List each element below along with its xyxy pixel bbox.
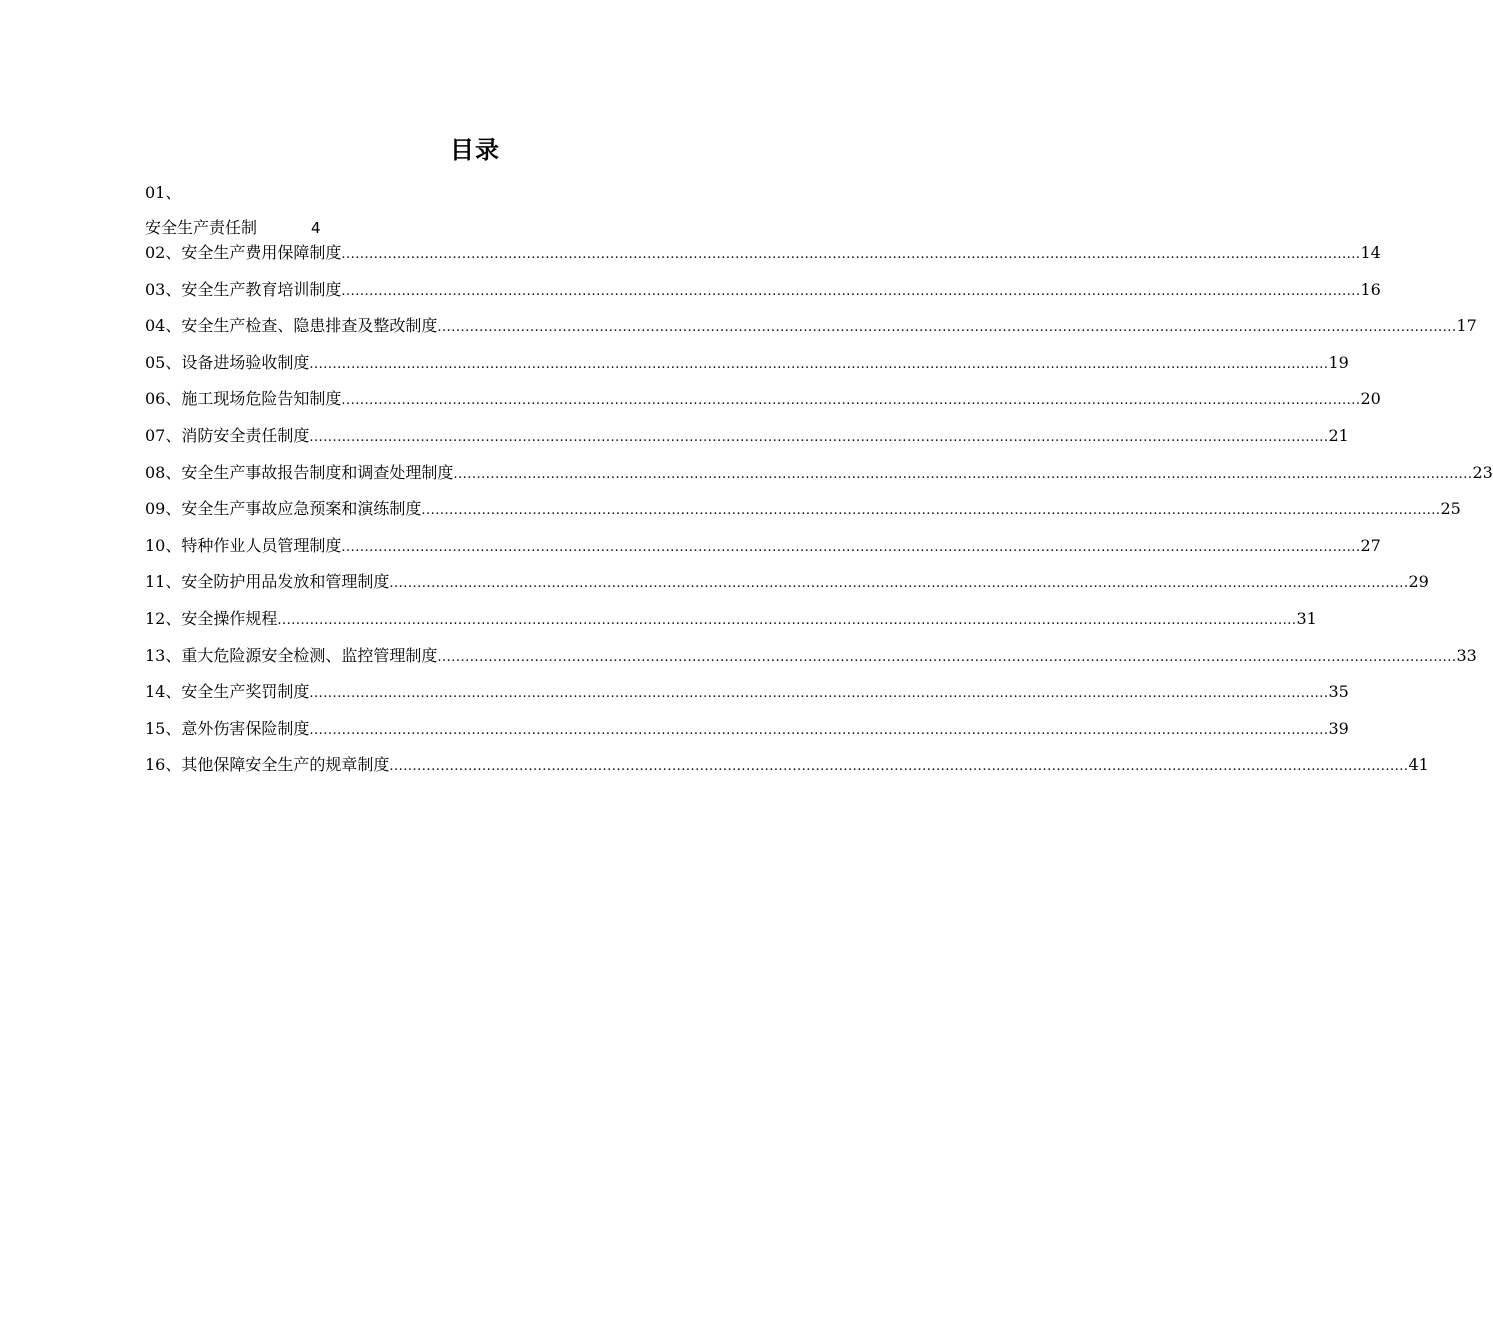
toc-entry-label: 15、意外伤害保险制度 [145, 718, 310, 738]
toc-entry-page-number: 16 [1360, 279, 1381, 299]
toc-entry[interactable] [145, 570, 1429, 607]
toc-entry-page-number: 20 [1360, 389, 1381, 409]
toc-dot-leader: ............................................................................................................................................................................................................................ [309, 356, 1329, 372]
toc-entry-label: 11、安全防护用品发放和管理制度 [145, 572, 390, 592]
toc-entry-page-number: 35 [1328, 682, 1349, 702]
toc-entry-page-number: 31 [1296, 608, 1317, 628]
toc-entry-label: 16、其他保障安全生产的规章制度 [145, 755, 390, 775]
toc-dot-leader: ............................................................................................................................................................................................................................ [437, 649, 1457, 665]
toc-entry-page-number: 19 [1328, 352, 1349, 372]
toc-entry-label: 04、安全生产检查、隐患排查及整改制度 [145, 316, 438, 336]
toc-entry[interactable] [145, 680, 1349, 717]
toc-dot-leader: ............................................................................................................................................................................................................................ [437, 320, 1457, 336]
toc-entry-label: 12、安全操作规程 [145, 608, 278, 628]
toc-entry-page-number: 23 [1472, 462, 1493, 482]
toc-entry-page-number: 14 [1360, 243, 1381, 262]
toc-entry[interactable] [145, 753, 1429, 790]
toc-entry[interactable] [145, 424, 1349, 461]
toc-entry[interactable] [145, 607, 1317, 644]
toc-dot-leader: ............................................................................................................................................................................................................................ [389, 576, 1409, 592]
toc-entry[interactable] [145, 241, 1381, 278]
toc-dot-leader: ............................................................................................................................................................................................................................ [341, 247, 1361, 262]
toc-dot-leader: ............................................................................................................................................................................................................................ [389, 759, 1409, 775]
toc-entry-01-title: 安全生产责任制 [145, 218, 258, 237]
toc-entry[interactable] [145, 461, 1493, 498]
toc-entry[interactable] [145, 497, 1461, 534]
toc-entry[interactable] [145, 278, 1381, 315]
toc-entry-page-number: 21 [1328, 425, 1349, 445]
toc-entry-page-number: 29 [1408, 572, 1429, 592]
toc-entry-page-number: 25 [1440, 499, 1461, 519]
toc-dot-leader: ............................................................................................................................................................................................................................ [309, 686, 1329, 702]
toc-dot-leader: ............................................................................................................................................................................................................................ [309, 722, 1329, 738]
toc-entry-label: 05、设备进场验收制度 [145, 352, 310, 372]
toc-entry-page-number: 17 [1456, 316, 1477, 336]
toc-entry-label: 06、施工现场危险告知制度 [145, 389, 342, 409]
toc-entry-label: 14、安全生产奖罚制度 [145, 682, 310, 702]
toc-entry-label: 02、安全生产费用保障制度 [145, 243, 342, 262]
toc-entry[interactable] [145, 534, 1381, 571]
toc-entry-page-number: 41 [1408, 755, 1429, 775]
toc-entry-label: 10、特种作业人员管理制度 [145, 535, 342, 555]
toc-dot-leader: ............................................................................................................................................................................................................................ [309, 429, 1329, 445]
toc-entry-label: 07、消防安全责任制度 [145, 425, 310, 445]
table-of-contents [145, 241, 1493, 790]
toc-dot-leader: ............................................................................................................................................................................................................................ [341, 393, 1361, 409]
toc-dot-leader: ............................................................................................................................................................................................................................ [277, 612, 1297, 628]
toc-entry-page-number: 33 [1456, 645, 1477, 665]
toc-title: 目录 [450, 136, 500, 164]
toc-entry[interactable] [145, 387, 1381, 424]
toc-entry-01-number: 01、 [145, 183, 182, 202]
toc-entry[interactable] [145, 644, 1477, 681]
toc-entry-page-number: 39 [1328, 718, 1349, 738]
toc-entry-label: 08、安全生产事故报告制度和调查处理制度 [145, 462, 454, 482]
toc-entry-01-page: 4 [311, 219, 321, 237]
toc-dot-leader: ............................................................................................................................................................................................................................ [341, 539, 1361, 555]
toc-entry[interactable] [145, 717, 1349, 754]
toc-entry-label: 13、重大危险源安全检测、监控管理制度 [145, 645, 438, 665]
toc-entry-page-number: 27 [1360, 535, 1381, 555]
toc-dot-leader: ............................................................................................................................................................................................................................ [421, 503, 1441, 519]
toc-entry-label: 03、安全生产教育培训制度 [145, 279, 342, 299]
toc-dot-leader: ............................................................................................................................................................................................................................ [453, 466, 1473, 482]
toc-dot-leader: ............................................................................................................................................................................................................................ [341, 283, 1361, 299]
toc-entry[interactable] [145, 314, 1477, 351]
toc-entry[interactable] [145, 351, 1349, 388]
toc-entry-label: 09、安全生产事故应急预案和演练制度 [145, 499, 422, 519]
